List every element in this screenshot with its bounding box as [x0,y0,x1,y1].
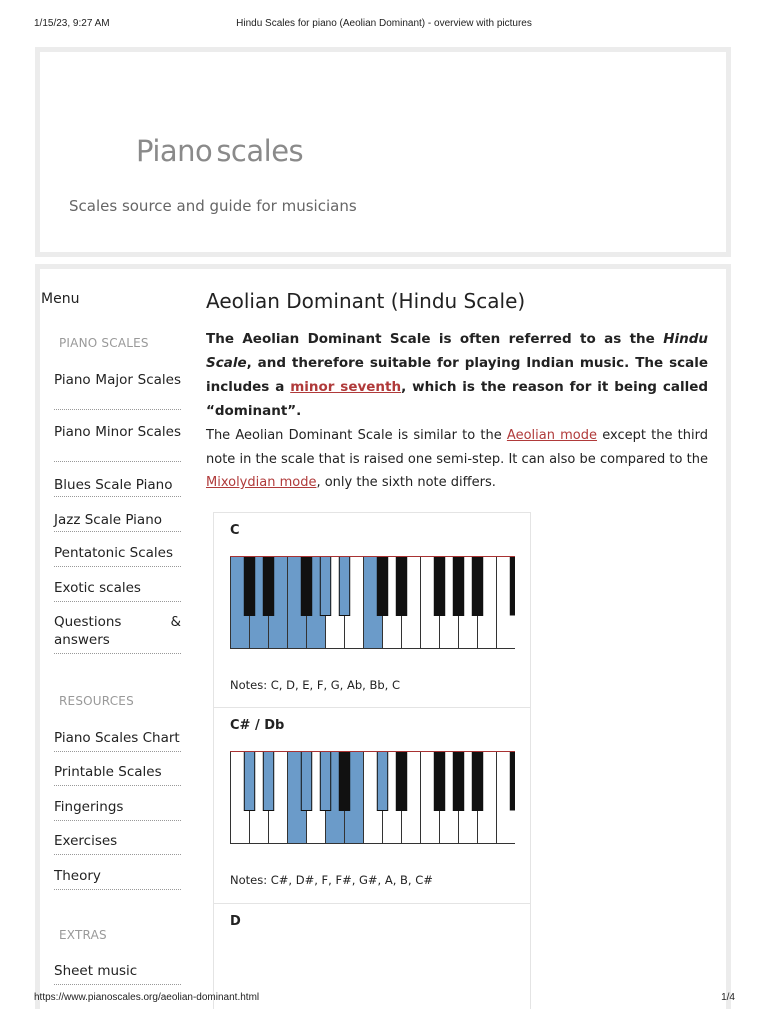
scale-name: D [230,914,241,929]
sidebar-item-sheet-music[interactable]: Sheet music [54,962,181,985]
site-title-part2: scales [216,134,304,168]
black-key [244,752,254,811]
site-logo-title[interactable] [136,134,303,168]
mixolydian-mode-link[interactable]: Mixolydian mode [206,475,317,490]
black-key [396,752,406,811]
description-paragraph [206,424,708,495]
print-doc-title: Hindu Scales for piano (Aeolian Dominant) - overview with pictures [236,18,532,29]
keyboard-diagram [230,751,515,844]
black-key [434,557,444,616]
print-footer [0,992,768,1006]
black-key [472,752,482,811]
black-key [510,557,515,616]
menu-label: Menu [41,291,80,307]
black-key [510,752,515,811]
sidebar-item-exotic[interactable]: Exotic scales [54,579,181,602]
black-key [263,752,273,811]
black-key [301,752,311,811]
black-key [377,557,387,616]
black-key [320,557,330,616]
sidebar-item-jazz-scale[interactable]: Jazz Scale Piano [54,511,181,532]
sidebar-item-exercises[interactable]: Exercises [54,832,181,855]
intro-text-1: The Aeolian Dominant Scale is often referred to as the [206,331,664,347]
print-page-number: 1/4 [721,992,735,1003]
print-header [0,18,768,32]
scale-name: C [230,523,240,538]
black-key [434,752,444,811]
intro-emphasis: Hindu Scale [206,331,708,371]
sidebar-item-pentatonic[interactable]: Pentatonic Scales [54,544,181,567]
para-text-1: The Aeolian Dominant Scale is similar to the [206,428,507,443]
black-key [396,557,406,616]
black-key [453,557,463,616]
sidebar-item-questions[interactable]: Questions & answers [54,613,181,654]
black-key [377,752,387,811]
aeolian-mode-link[interactable]: Aeolian mode [506,428,598,443]
print-datetime: 1/15/23, 9:27 AM [34,18,110,29]
sidebar-item-minor-scales[interactable]: Piano Minor Scales [54,423,181,462]
intro-paragraph [206,327,708,423]
intro-text-2: , and therefore suitable for playing Indian music. The scale includes a [206,355,708,395]
black-key [453,752,463,811]
sidebar-heading-resources: RESOURCES [59,694,134,708]
sidebar-item-theory[interactable]: Theory [54,867,181,890]
print-url: https://www.pianoscales.org/aeolian-dominant.html [34,992,260,1003]
black-key [320,752,330,811]
scale-card-c [213,512,531,709]
scale-notes: Notes: C#, D#, F, F#, G#, A, B, C# [230,873,433,887]
sidebar-heading-extras: EXTRAS [59,928,107,942]
site-title-part1: Piano [136,134,213,168]
site-tagline: Scales source and guide for musicians [69,197,357,215]
sidebar-item-blues-scale[interactable]: Blues Scale Piano [54,476,181,497]
sidebar-heading-piano-scales: PIANO SCALES [59,336,149,350]
sidebar-item-fingerings[interactable]: Fingerings [54,798,181,821]
black-key [339,557,349,616]
scale-card-c-sharp [213,707,531,905]
para-text-2: except the third note in the scale that is raised one semi-step. It can also be compared to the [206,428,708,467]
site-header [35,47,731,257]
black-key [244,557,254,616]
black-key [263,557,273,616]
content-area [35,264,731,1009]
black-key [472,557,482,616]
scale-notes: Notes: C, D, E, F, G, Ab, Bb, C [230,678,400,692]
sidebar-item-printable[interactable]: Printable Scales [54,763,181,786]
scale-name: C# / Db [230,718,285,733]
black-key [301,557,311,616]
black-key [339,752,349,811]
sidebar-item-major-scales[interactable]: Piano Major Scales [54,371,181,410]
article-title: Aeolian Dominant (Hindu Scale) [206,289,526,313]
para-text-3: , only the sixth note differs. [316,475,496,490]
keyboard-diagram [230,556,515,649]
minor-seventh-link[interactable]: minor seventh [290,379,402,395]
sidebar-item-chart[interactable]: Piano Scales Chart [54,729,181,752]
intro-text-3: , which is the reason for it being called “dominant”. [206,379,709,419]
